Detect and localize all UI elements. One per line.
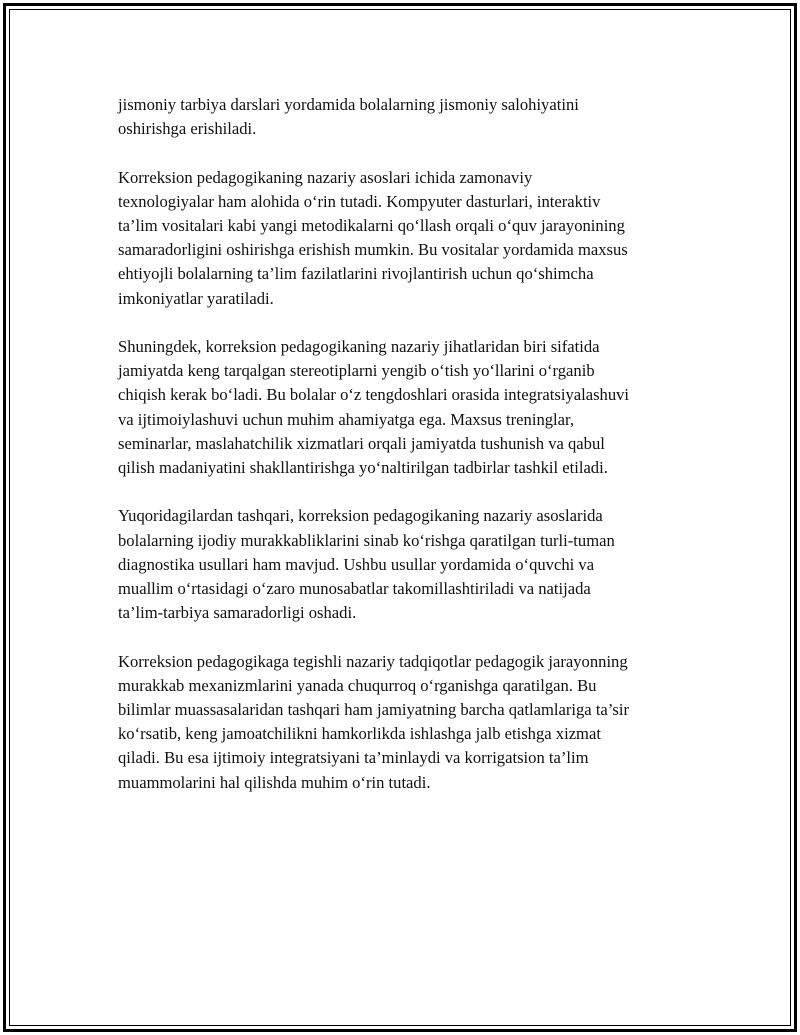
- text-line: oshirishga erishiladi.: [118, 119, 257, 139]
- text-line: ko‘rsatib, keng jamoatchilikni hamkorlikda ishlashga jalb etishga xizmat: [118, 724, 601, 744]
- text-line: samaradorligini oshirishga erishish mumkin. Bu vositalar yordamida maxsus: [118, 240, 628, 260]
- paragraph: [118, 93, 698, 141]
- text-line: muammolarini hal qilishda muhim o‘rin tutadi.: [118, 772, 431, 792]
- text-line: seminarlar, maslahatchilik xizmatlari orqali jamiyatda tushunish va qabul: [118, 433, 605, 453]
- text-line: muallim o‘rtasidagi o‘zaro munosabatlar takomillashtiriladi va natijada: [118, 579, 591, 599]
- text-line: Korreksion pedagogikaga tegishli nazariy tadqiqotlar pedagogik jarayonning: [118, 651, 628, 671]
- paragraph: [118, 504, 698, 625]
- text-line: qilish madaniyatini shakllantirishga yo‘naltirilgan tadbirlar tashkil etiladi.: [118, 458, 608, 478]
- paragraph: [118, 166, 698, 311]
- text-line: diagnostika usullari ham mavjud. Ushbu usullar yordamida o‘quvchi va: [118, 554, 595, 574]
- text-line: bilimlar muassasalaridan tashqari ham jamiyatning barcha qatlamlariga ta’sir: [118, 700, 630, 720]
- text-line: imkoniyatlar yaratiladi.: [118, 288, 274, 308]
- text-line: Korreksion pedagogikaning nazariy asoslari ichida zamonaviy: [118, 167, 533, 187]
- text-line: ehtiyojli bolalarning ta’lim fazilatlarini rivojlantirish uchun qo‘shimcha: [118, 264, 594, 284]
- text-line: Shuningdek, korreksion pedagogikaning nazariy jihatlaridan biri sifatida: [118, 337, 600, 356]
- text-line: chiqish kerak bo‘ladi. Bu bolalar o‘z tengdoshlari orasida integratsiyalashuvi: [118, 385, 630, 405]
- text-line: ta’lim vositalari kabi yangi metodikalarni qo‘llash orqali o‘quv jarayonining: [118, 216, 625, 235]
- document-body: [118, 93, 698, 819]
- text-line: va ijtimoiylashuvi uchun muhim ahamiyatga ega. Maxsus treninglar,: [118, 409, 575, 429]
- paragraph: [118, 650, 698, 795]
- text-line: bolalarning ijodiy murakkabliklarini sinab ko‘rishga qaratilgan turli-tuman: [118, 530, 615, 550]
- text-line: texnologiyalar ham alohida o‘rin tutadi. Kompyuter dasturlari, interaktiv: [118, 191, 601, 211]
- text-line: Yuqoridagilardan tashqari, korreksion pedagogikaning nazariy asoslarida: [118, 506, 603, 526]
- text-line: murakkab mexanizmlarini yanada chuqurroq o‘rganishga qaratilgan. Bu: [118, 675, 597, 695]
- text-line: qiladi. Bu esa ijtimoiy integratsiyani ta’minlaydi va korrigatsion ta’lim: [118, 748, 589, 768]
- text-line: jamiyatda keng tarqalgan stereotiplarni yengib o‘tish yo‘llarini o‘rganib: [118, 361, 595, 381]
- text-line: jismoniy tarbiya darslari yordamida bolalarning jismoniy salohiyatini: [118, 95, 579, 114]
- text-line: ta’lim-tarbiya samaradorligi oshadi.: [118, 603, 357, 623]
- paragraph: [118, 335, 698, 480]
